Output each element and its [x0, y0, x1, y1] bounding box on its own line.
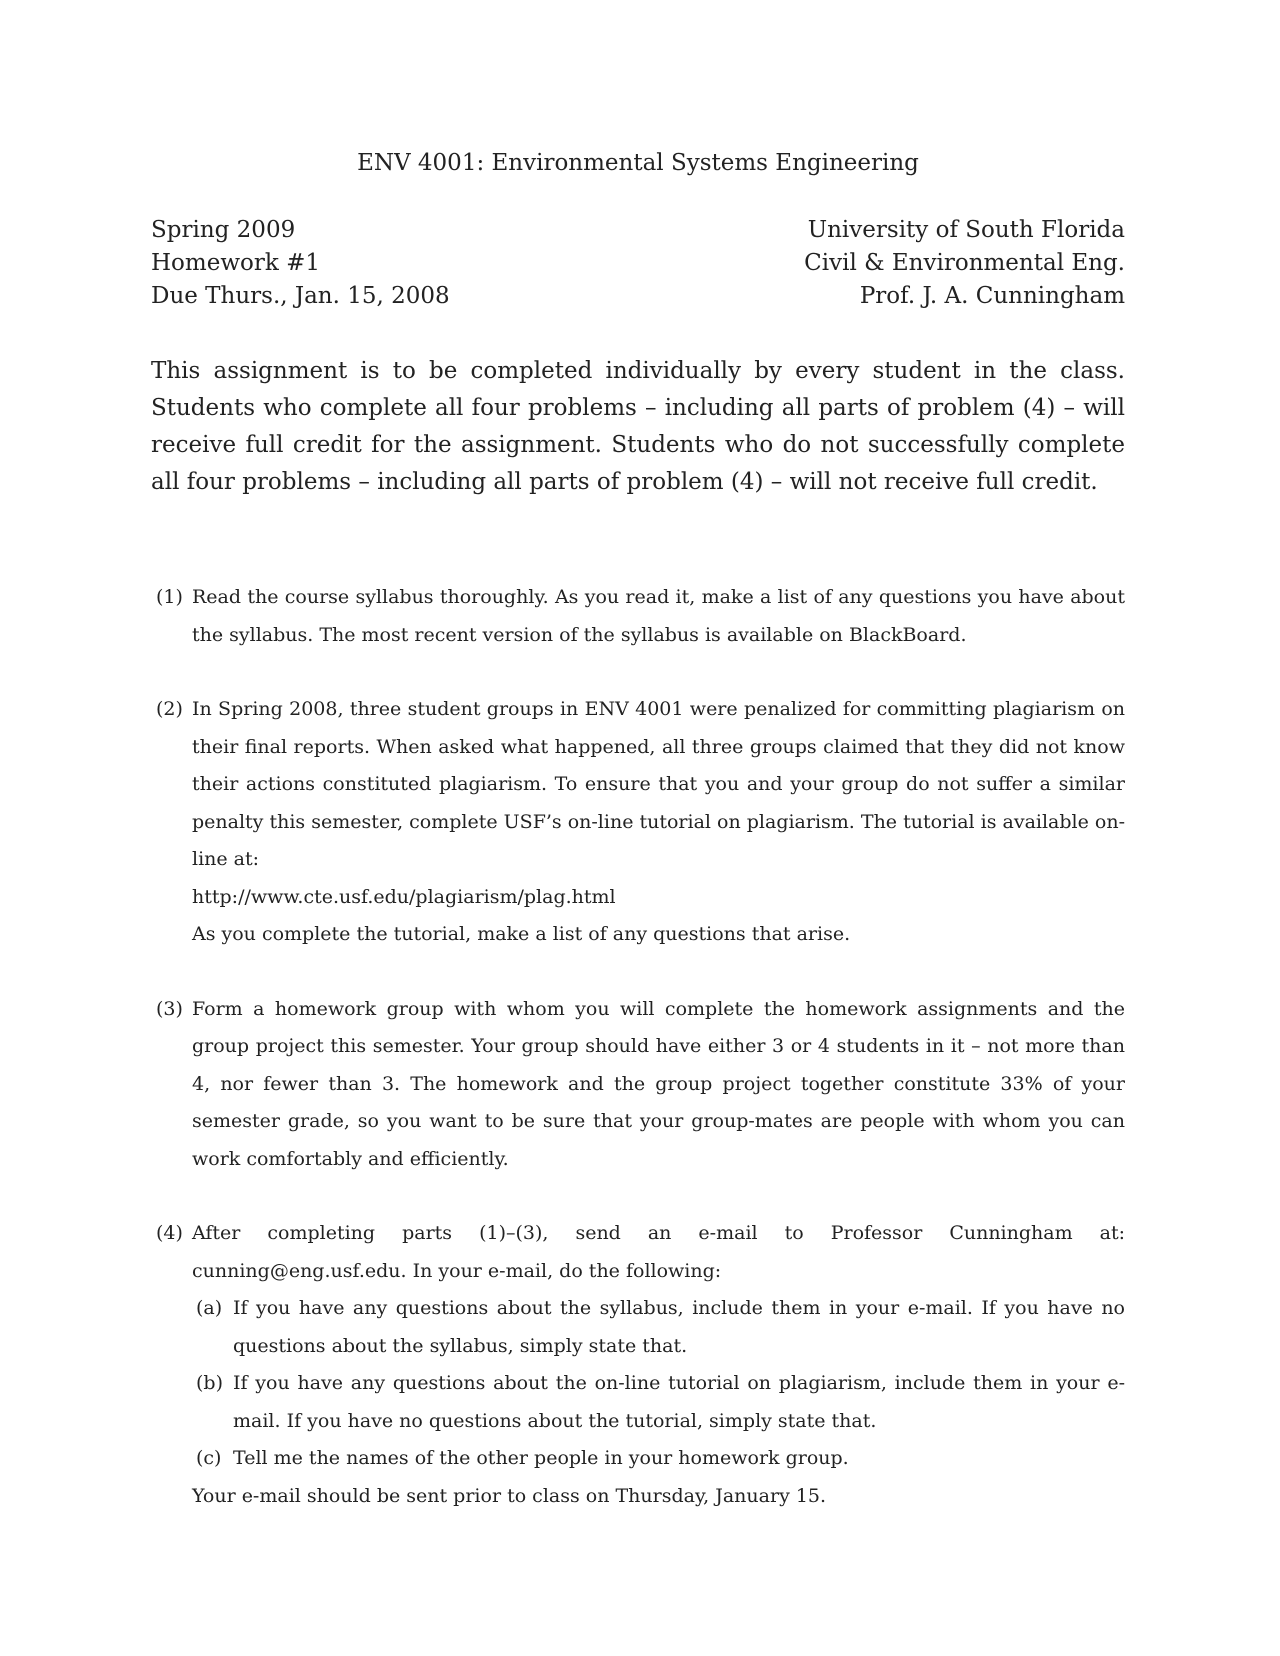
assignment-label: Homework #1 — [151, 250, 321, 276]
problem-number: (1) — [156, 586, 183, 608]
subpart-label: (c) — [196, 1447, 222, 1469]
assignment-info — [151, 214, 450, 313]
problem-2 — [151, 691, 1125, 954]
department-name: Civil & Environmental Eng. — [804, 250, 1125, 276]
term-label: Spring 2009 — [151, 217, 296, 243]
university-name: University of South Florida — [807, 217, 1125, 243]
course-title: ENV 4001: Environmental Systems Engineering — [357, 150, 919, 176]
subpart-b — [192, 1365, 1125, 1440]
problem-text: After completing parts (1)–(3), send an e-mail to Professor Cunningham at: cunning@eng.usf.edu. In your e-mail, do the following: — [192, 1222, 1125, 1282]
subpart-text: Tell me the names of the other people in your homework group. — [233, 1447, 849, 1469]
problem-1 — [151, 579, 1125, 654]
instructor-info — [804, 214, 1125, 313]
problem-number: (3) — [156, 997, 183, 1020]
problem-4 — [151, 1215, 1125, 1515]
tutorial-url[interactable]: http://www.cte.usf.edu/plagiarism/plag.html — [192, 885, 616, 908]
subpart-label: (b) — [196, 1372, 223, 1394]
subpart-a — [192, 1290, 1125, 1365]
due-date: Due Thurs., Jan. 15, 2008 — [151, 283, 450, 309]
problem-closing: As you complete the tutorial, make a list of any questions that arise. — [192, 923, 851, 945]
problem-number: (4) — [156, 1222, 183, 1244]
subpart-text: If you have any questions about the syllabus, include them in your e-mail. If you have no questions about the syllabus, simply state that. — [233, 1297, 1125, 1357]
problem-number: (2) — [156, 698, 183, 720]
problem-text: Read the course syllabus thoroughly. As you read it, make a list of any questions you have about the syllabus. The most recent version of the syllabus is available on BlackBoard. — [192, 586, 1125, 646]
problem-text: In Spring 2008, three student groups in ENV 4001 were penalized for committing plagiarism on their final reports. When asked what happened, all three groups claimed that they did not know their actions constituted plagiarism. To ensure that you and your group do not suffer a similar penalty this semester, complete USF’s on-line tutorial on plagiarism. The tutorial is available on-line at: — [192, 698, 1125, 870]
problem-list — [151, 579, 1125, 1515]
subpart-c — [192, 1440, 1125, 1478]
problem-3 — [151, 991, 1125, 1179]
subpart-label: (a) — [196, 1297, 223, 1319]
intro-paragraph: This assignment is to be completed individually by every student in the class. Students who complete all four problems – including all parts of problem (4) – will receive full credit for the assignment. Students who do not successfully complete all four problems – including all parts of problem (4) – will not receive full credit. — [151, 358, 1125, 495]
subpart-list — [192, 1290, 1125, 1478]
homework-page — [151, 0, 1125, 1656]
problem-text: Form a homework group with whom you will complete the homework assignments and the group project this semester. Your group should have either 3 or 4 students in it – not more than 4, nor fewer than 3. The homework and the group project together constitute 33% of your semester grade, so you want to be sure that your group-mates are people with whom you can work comfortably and efficiently. — [192, 997, 1125, 1170]
problem-closing: Your e-mail should be sent prior to class on Thursday, January 15. — [192, 1484, 827, 1507]
professor-name: Prof. J. A. Cunningham — [859, 283, 1125, 309]
subpart-text: If you have any questions about the on-line tutorial on plagiarism, include them in your e-mail. If you have no questions about the tutorial, simply state that. — [233, 1372, 1125, 1432]
